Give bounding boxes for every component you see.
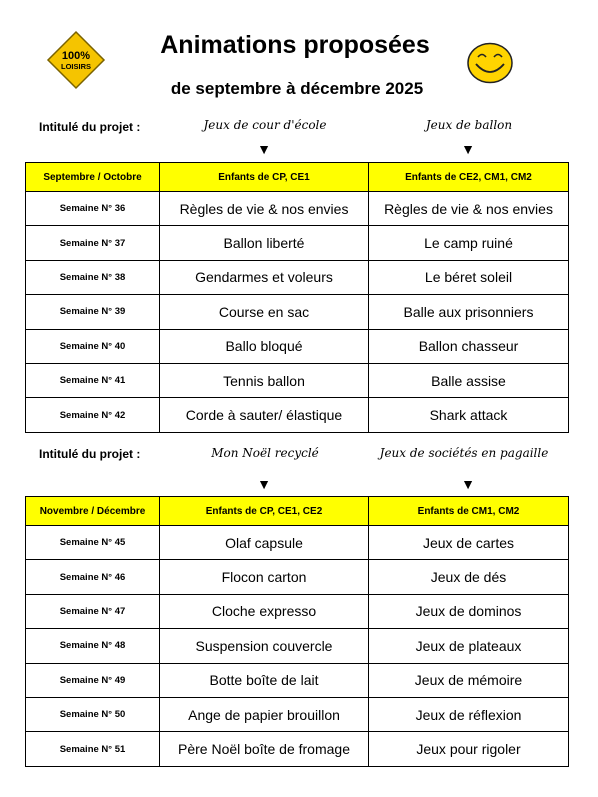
activity-b-cell: Jeux de dés (369, 560, 569, 594)
table-row (26, 732, 569, 766)
table-header-row (26, 163, 569, 192)
activity-b-cell: Balle assise (369, 363, 569, 397)
week-cell: Semaine N° 49 (26, 663, 160, 697)
header-period: Septembre / Octobre (26, 163, 160, 192)
activity-b-cell: Ballon chasseur (369, 329, 569, 363)
header-group-a: Enfants de CP, CE1, CE2 (160, 497, 369, 526)
table-row (26, 629, 569, 663)
activity-a-cell: Course en sac (160, 295, 369, 329)
activity-b-cell: Jeux de dominos (369, 594, 569, 628)
activity-b-cell: Le camp ruiné (369, 226, 569, 260)
smiley-icon (466, 42, 514, 84)
table-header-row (26, 497, 569, 526)
table-row (26, 697, 569, 731)
project-title-a-1: Jeux de cour d'école (203, 118, 327, 132)
activity-a-cell: Cloche expresso (160, 594, 369, 628)
week-cell: Semaine N° 51 (26, 732, 160, 766)
activity-b-cell: Balle aux prisonniers (369, 295, 569, 329)
activity-a-cell: Suspension couvercle (160, 629, 369, 663)
activity-b-cell: Jeux de plateaux (369, 629, 569, 663)
table-row (26, 329, 569, 363)
activity-a-cell: Tennis ballon (160, 363, 369, 397)
activity-b-cell: Jeux de mémoire (369, 663, 569, 697)
logo-text-top: 100% (61, 50, 91, 62)
activity-a-cell: Ballo bloqué (160, 329, 369, 363)
arrow-down-icon: ▼ (461, 141, 475, 157)
header-period: Novembre / Décembre (26, 497, 160, 526)
activity-b-cell: Shark attack (369, 398, 569, 432)
activity-a-cell: Père Noël boîte de fromage (160, 732, 369, 766)
table-row (26, 398, 569, 432)
activity-b-cell: Règles de vie & nos envies (369, 192, 569, 226)
table-row (26, 663, 569, 697)
header-group-a: Enfants de CP, CE1 (160, 163, 369, 192)
project-title-b-2: Jeux de sociétés en pagaille (379, 446, 549, 460)
week-cell: Semaine N° 47 (26, 594, 160, 628)
table-row (26, 594, 569, 628)
activity-b-cell: Jeux de cartes (369, 526, 569, 560)
week-cell: Semaine N° 48 (26, 629, 160, 663)
schedule-table-2 (25, 496, 569, 767)
schedule-table-1 (25, 162, 569, 433)
activity-a-cell: Olaf capsule (160, 526, 369, 560)
activity-b-cell: Le béret soleil (369, 260, 569, 294)
activity-a-cell: Ballon liberté (160, 226, 369, 260)
week-cell: Semaine N° 41 (26, 363, 160, 397)
week-cell: Semaine N° 36 (26, 192, 160, 226)
week-cell: Semaine N° 45 (26, 526, 160, 560)
activity-a-cell: Règles de vie & nos envies (160, 192, 369, 226)
arrow-down-icon: ▼ (461, 476, 475, 492)
week-cell: Semaine N° 50 (26, 697, 160, 731)
activity-a-cell: Corde à sauter/ élastique (160, 398, 369, 432)
project-label-2: Intitulé du projet : (39, 447, 141, 461)
project-title-b-1: Jeux de ballon (425, 118, 513, 132)
arrow-down-icon: ▼ (257, 141, 271, 157)
project-label-1: Intitulé du projet : (39, 120, 141, 134)
week-cell: Semaine N° 46 (26, 560, 160, 594)
table-row (26, 226, 569, 260)
week-cell: Semaine N° 39 (26, 295, 160, 329)
activity-a-cell: Flocon carton (160, 560, 369, 594)
header-group-b: Enfants de CM1, CM2 (369, 497, 569, 526)
logo-text-bottom: LOISIRS (60, 62, 92, 71)
table-row (26, 526, 569, 560)
table-row (26, 560, 569, 594)
week-cell: Semaine N° 37 (26, 226, 160, 260)
week-cell: Semaine N° 42 (26, 398, 160, 432)
week-cell: Semaine N° 40 (26, 329, 160, 363)
page-title: Animations proposées (160, 31, 430, 59)
table-row (26, 363, 569, 397)
activity-a-cell: Ange de papier brouillon (160, 697, 369, 731)
project-title-a-2: Mon Noël recyclé (211, 446, 319, 460)
table-row (26, 260, 569, 294)
table-row (26, 295, 569, 329)
activity-b-cell: Jeux pour rigoler (369, 732, 569, 766)
page-subtitle: de septembre à décembre 2025 (170, 79, 424, 98)
table-row (26, 192, 569, 226)
activity-a-cell: Gendarmes et voleurs (160, 260, 369, 294)
activity-b-cell: Jeux de réflexion (369, 697, 569, 731)
arrow-down-icon: ▼ (257, 476, 271, 492)
week-cell: Semaine N° 38 (26, 260, 160, 294)
activity-a-cell: Botte boîte de lait (160, 663, 369, 697)
header-group-b: Enfants de CE2, CM1, CM2 (369, 163, 569, 192)
